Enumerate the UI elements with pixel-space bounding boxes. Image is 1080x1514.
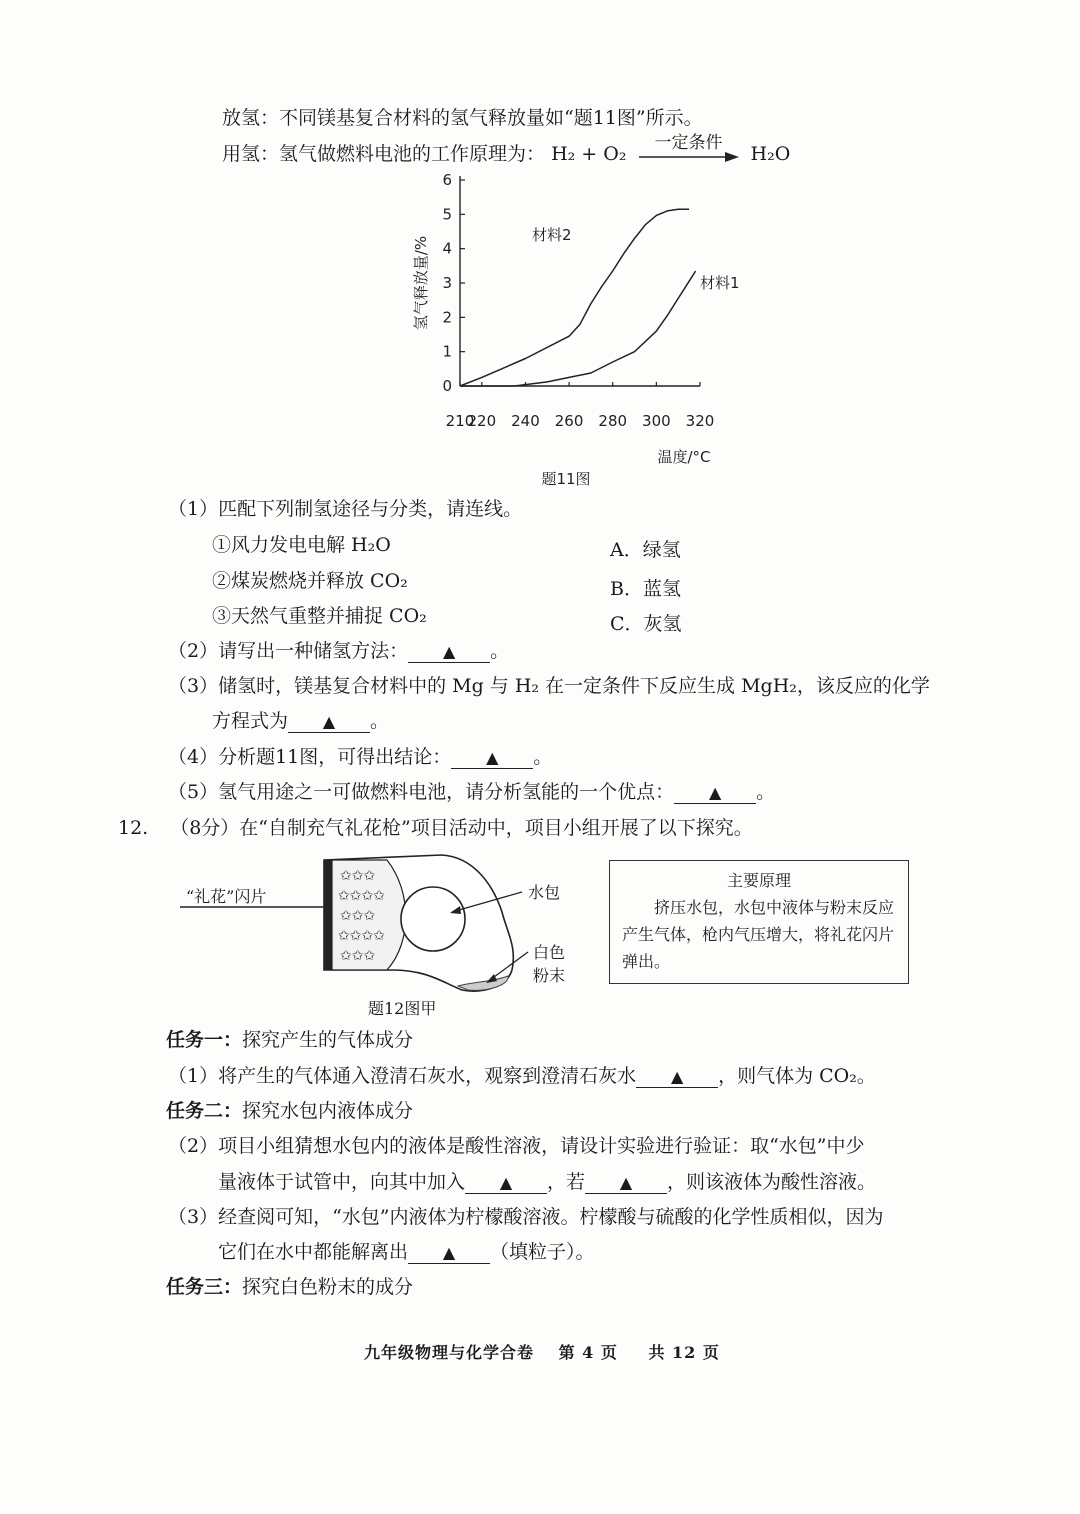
- triangle-icon: ▲: [670, 1067, 684, 1086]
- task2-q3-text: 它们在水中都能解离出: [218, 1241, 409, 1263]
- y-tick-label: 4: [442, 239, 452, 258]
- y-tick-label: 0: [442, 377, 452, 395]
- series-label-material-2: 材料2: [532, 226, 572, 245]
- q11-part4-text: （4）分析题11图，可得出结论：: [168, 746, 452, 768]
- task2-q2-end: ，则该液体为酸性溶液。: [667, 1171, 877, 1193]
- q11-part2: [168, 639, 509, 663]
- path-item-2: ②煤炭燃烧并释放 CO₂: [212, 570, 408, 592]
- q12-stem-text: （8分）在“自制充气礼花枪”项目活动中，项目小组开展了以下探究。: [170, 817, 753, 839]
- hydrogen-release-chart: [400, 170, 780, 490]
- task2-heading: [166, 1099, 413, 1123]
- x-tick-label: 280: [598, 412, 628, 430]
- chart-series: [460, 209, 696, 386]
- x-tick-label: 320: [685, 412, 715, 430]
- footer-title: 九年级物理与化学合卷: [364, 1343, 535, 1362]
- principle-body: 挤压水包，水包中液体与粉末反应产生气体，枪内气压增大，将礼花闪片弹出。: [622, 898, 895, 971]
- x-tick-label: 220: [467, 412, 497, 430]
- q12-stem: [118, 816, 753, 840]
- task2-q2-text: 量液体于试管中，向其中加入: [218, 1171, 466, 1193]
- footer-total: 共 12 页: [648, 1343, 720, 1362]
- label-powder-2: 粉末: [533, 966, 566, 985]
- task1-q1-end: ，则气体为 CO₂。: [718, 1065, 876, 1087]
- q11-part3-end: 。: [370, 710, 390, 732]
- triangle-icon: ▲: [442, 1243, 456, 1262]
- flash-plate: [324, 860, 332, 970]
- path-item-1: ①风力发电电解 H₂O: [212, 534, 391, 556]
- question-number: 12.: [118, 817, 149, 839]
- use-line: [222, 133, 791, 166]
- x-tick-label: 300: [642, 412, 671, 430]
- option-b: B．蓝氢: [610, 578, 681, 600]
- q11-part3-text: 方程式为: [212, 710, 289, 732]
- principle-box: [609, 860, 909, 984]
- svg-text:✩✩✩: ✩✩✩: [340, 868, 376, 884]
- use-prefix: 用氢：氢气做燃料电池的工作原理为：: [222, 143, 546, 165]
- triangle-icon: ▲: [486, 748, 499, 767]
- principle-title: 主要原理: [726, 871, 791, 890]
- q11-part5: [168, 780, 775, 804]
- answer-blank[interactable]: [408, 1242, 490, 1264]
- svg-text:✩✩✩✩: ✩✩✩✩: [338, 888, 385, 904]
- label-water: 水包: [528, 883, 561, 902]
- x-tick-label: 210: [445, 412, 475, 430]
- svg-text:✩✩✩✩: ✩✩✩✩: [338, 928, 385, 944]
- task2-q3-end: （填粒子）。: [490, 1241, 595, 1263]
- task1-q1-text: （1）将产生的气体通入澄清石灰水，观察到澄清石灰水: [168, 1065, 637, 1087]
- equation-rhs: H₂O: [750, 143, 791, 165]
- y-tick-label: 6: [442, 171, 452, 189]
- task1-text: 探究产生的气体成分: [242, 1029, 414, 1051]
- series-label-material-1: 材料1: [700, 274, 740, 293]
- q11-part2-end: 。: [490, 640, 510, 662]
- task1-label: 任务一：: [166, 1029, 243, 1051]
- task2-q3-line1: （3）经查阅可知，“水包”内液体为柠檬酸溶液。柠檬酸与硫酸的化学性质相似，因为: [168, 1206, 884, 1228]
- triangle-icon: ▲: [708, 783, 722, 802]
- path-item-3: ③天然气重整并捕捉 CO₂: [212, 605, 427, 627]
- x-tick-label: 260: [554, 412, 584, 430]
- q11-part1: （1）匹配下列制氢途径与分类，请连线。: [168, 498, 523, 520]
- series-line-material-1: [460, 271, 696, 386]
- task1-q1: [168, 1064, 876, 1088]
- series-line-material-2: [460, 209, 689, 386]
- task2-text: 探究水包内液体成分: [242, 1100, 414, 1122]
- x-axis-label: 温度/°C: [657, 448, 711, 466]
- equation-arrow: [637, 133, 741, 165]
- y-axis-label: 氢气释放量/%: [412, 235, 430, 331]
- task3-label: 任务三：: [166, 1276, 243, 1298]
- q11-part2-text: （2）请写出一种储氢方法：: [168, 640, 409, 662]
- task2-q2-mid: ，若: [547, 1171, 586, 1193]
- task3-heading: [166, 1275, 413, 1299]
- q11-part5-end: 。: [756, 781, 776, 803]
- triangle-icon: ▲: [619, 1173, 633, 1192]
- q11-part3-line2: [212, 709, 389, 733]
- triangle-icon: ▲: [322, 712, 336, 731]
- y-tick-label: 2: [442, 308, 452, 327]
- option-a: A．绿氢: [610, 539, 681, 561]
- svg-text:✩✩✩: ✩✩✩: [340, 908, 376, 924]
- answer-blank[interactable]: [408, 641, 490, 663]
- task2-q2-line2: [218, 1170, 876, 1194]
- page-footer: [364, 1340, 720, 1363]
- answer-blank[interactable]: [288, 711, 370, 733]
- answer-blank[interactable]: [674, 782, 756, 804]
- triangle-icon: ▲: [499, 1173, 513, 1192]
- chart-axes: [460, 176, 700, 386]
- y-tick-label: 5: [442, 205, 452, 224]
- label-flash: “礼花”闪片: [186, 887, 267, 906]
- q11-part4: [168, 745, 552, 769]
- answer-blank[interactable]: [636, 1066, 718, 1088]
- option-c: C．灰氢: [610, 613, 682, 635]
- answer-blank[interactable]: [465, 1172, 547, 1194]
- q11-part3-line1: （3）储氢时，镁基复合材料中的 Mg 与 H₂ 在一定条件下反应生成 MgH₂，该反应的化学: [168, 675, 930, 697]
- figure12-caption: 题12图甲: [368, 999, 437, 1018]
- equation-lhs: H₂ + O₂: [551, 143, 627, 165]
- x-tick-label: 240: [511, 412, 540, 430]
- answer-blank[interactable]: [585, 1172, 667, 1194]
- equation-condition: 一定条件: [654, 133, 723, 153]
- task2-q3-line2: [218, 1240, 595, 1264]
- svg-text:✩✩✩: ✩✩✩: [340, 948, 376, 964]
- water-bag: [401, 887, 465, 951]
- q11-part5-text: （5）氢气用途之一可做燃料电池，请分析氢能的一个优点：: [168, 781, 675, 803]
- footer-page: 第 4 页: [558, 1343, 618, 1362]
- triangle-icon: ▲: [442, 642, 456, 661]
- y-tick-label: 1: [442, 342, 452, 361]
- q11-part4-end: 。: [533, 746, 553, 768]
- task2-q2-line1: （2）项目小组猜想水包内的液体是酸性溶液，请设计实验进行验证：取“水包”中少: [168, 1135, 865, 1157]
- label-powder-1: 白色: [533, 943, 566, 962]
- task1-heading: [166, 1028, 413, 1052]
- chart-labels: [412, 226, 740, 488]
- reaction-arrow-icon: [637, 147, 741, 167]
- task3-text: 探究白色粉末的成分: [242, 1276, 414, 1298]
- answer-blank[interactable]: [451, 747, 533, 769]
- release-line: 放氢：不同镁基复合材料的氢气释放量如“题11图”所示。: [222, 107, 703, 129]
- y-tick-label: 3: [442, 274, 452, 292]
- task2-label: 任务二：: [166, 1100, 243, 1122]
- chart-caption: 题11图: [541, 470, 591, 488]
